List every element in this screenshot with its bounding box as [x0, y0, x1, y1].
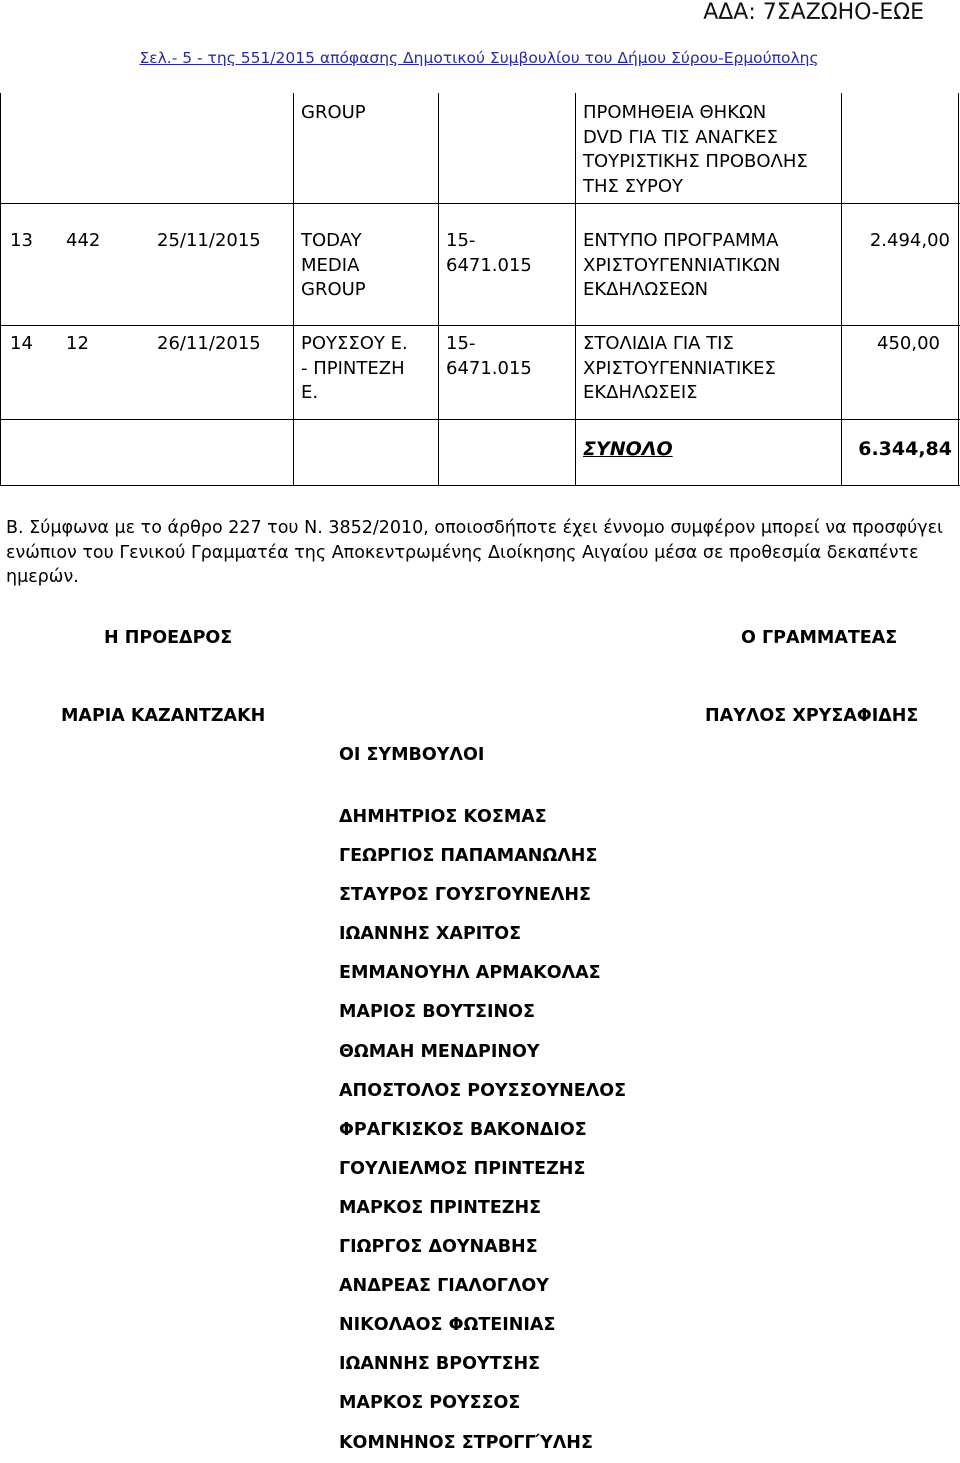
table-border-bottom	[0, 485, 960, 486]
cell-amount: 450,00	[877, 333, 940, 354]
cell-supplier: GROUP	[301, 102, 366, 123]
members-title: ΟΙ ΣΥΜΒΟΥΛΟΙ	[339, 745, 485, 765]
total-label: ΣΥΝΟΛΟ	[583, 438, 673, 460]
total-value: 6.344,84	[858, 438, 952, 460]
council-member-name: ΚΟΜΝΗΝΟΣ ΣΤΡΟΓΓΎΛΗΣ	[339, 1432, 593, 1453]
council-members-list	[339, 798, 626, 1463]
secretary-name: ΠΑΥΛΟΣ ΧΡΥΣΑΦΙΔΗΣ	[705, 706, 919, 726]
ada-code: ΑΔΑ: 7ΣΑΖΩΗΟ-ΕΩΕ	[703, 0, 924, 25]
council-member-name: ΑΠΟΣΤΟΛΟΣ ΡΟΥΣΣΟΥΝΕΛΟΣ	[339, 1080, 627, 1101]
secretary-title: Ο ΓΡΑΜΜΑΤΕΑΣ	[741, 628, 898, 648]
cell-kae: 15- 6471.015	[446, 230, 532, 276]
cell-description: ΣΤΟΛΙΔΙΑ ΓΙΑ ΤΙΣ ΧΡΙΣΤΟΥΓΕΝΝΙΑΤΙΚΕΣ ΕΚΔΗΛΩΣΕΙΣ	[583, 333, 776, 403]
cell-supplier: TODAY MEDIA GROUP	[301, 230, 366, 300]
page-subtitle: Σελ.- 5 - της 551/2015 απόφασης Δημοτικού Συμβουλίου του Δήμου Σύρου-Ερμούπολης	[139, 49, 819, 67]
table-row-divider	[0, 203, 960, 204]
council-member-name: ΑΝΔΡΕΑΣ ΓΙΑΛΟΓΛΟΥ	[339, 1276, 549, 1297]
table-col-divider	[841, 93, 842, 486]
cell-number: 13	[10, 230, 33, 251]
table-border-left	[0, 93, 1, 486]
council-member-name: ΙΩΑΝΝΗΣ ΒΡΟΥΤΣΗΣ	[339, 1354, 541, 1375]
council-member-name: ΜΑΡΙΟΣ ΒΟΥΤΣΙΝΟΣ	[339, 1002, 535, 1023]
council-member-name: ΝΙΚΟΛΑΟΣ ΦΩΤΕΙΝΙΑΣ	[339, 1315, 556, 1336]
council-member-name: ΙΩΑΝΝΗΣ ΧΑΡΙΤΟΣ	[339, 924, 522, 945]
council-member-name: ΣΤΑΥΡΟΣ ΓΟΥΣΓΟΥΝΕΛΗΣ	[339, 885, 591, 906]
cell-number: 14	[10, 333, 33, 354]
cell-description: ΠΡΟΜΗΘΕΙΑ ΘΗΚΩΝ DVD ΓΙΑ ΤΙΣ ΑΝΑΓΚΕΣ ΤΟΥΡΙΣΤΙΚΗΣ ΠΡΟΒΟΛΗΣ ΤΗΣ ΣΥΡΟΥ	[583, 102, 808, 197]
cell-description: ΕΝΤΥΠΟ ΠΡΟΓΡΑΜΜΑ ΧΡΙΣΤΟΥΓΕΝΝΙΑΤΙΚΩΝ ΕΚΔΗΛΩΣΕΩΝ	[583, 230, 781, 300]
table-col-divider	[293, 93, 294, 486]
appeal-paragraph: Β. Σύμφωνα με το άρθρο 227 του Ν. 3852/2010, οποιοσδήποτε έχει έννομο συμφέρον μπορεί να προσφύγει ενώπιον του Γενικού Γραμματέα της Αποκεντρωμένης Διοίκησης Αιγαίου μέσα σε προθεσμία δεκαπέντε ημερών.	[6, 518, 943, 587]
cell-supplier: ΡΟΥΣΣΟΥ Ε. - ΠΡΙΝΤΕΖΗ Ε.	[301, 333, 408, 403]
table-row-divider	[0, 419, 960, 420]
table-col-divider	[438, 93, 439, 486]
council-member-name: ΘΩΜΑΗ ΜΕΝΔΡΙΝΟΥ	[339, 1041, 540, 1062]
council-member-name: ΜΑΡΚΟΣ ΡΟΥΣΣΟΣ	[339, 1393, 521, 1414]
cell-amount: 2.494,00	[869, 230, 950, 251]
council-member-name: ΔΗΜΗΤΡΙΟΣ ΚΟΣΜΑΣ	[339, 807, 547, 827]
table-col-divider	[575, 93, 576, 486]
council-member-name: ΓΕΩΡΓΙΟΣ ΠΑΠΑΜΑΝΩΛΗΣ	[339, 846, 598, 867]
council-member-name: ΓΟΥΛΙΕΛΜΟΣ ΠΡΙΝΤΕΖΗΣ	[339, 1158, 586, 1179]
cell-code: 12	[66, 333, 89, 354]
expenses-table	[0, 93, 960, 486]
cell-kae: 15- 6471.015	[446, 333, 532, 379]
president-name: ΜΑΡΙΑ ΚΑΖΑΝΤΖΑΚΗ	[61, 706, 266, 726]
council-member-name: ΕΜΜΑΝΟΥΗΛ ΑΡΜΑΚΟΛΑΣ	[339, 963, 601, 984]
president-title: Η ΠΡΟΕΔΡΟΣ	[104, 628, 233, 648]
council-member-name: ΦΡΑΓΚΙΣΚΟΣ ΒΑΚΟΝΔΙΟΣ	[339, 1119, 587, 1140]
cell-code: 442	[66, 230, 101, 251]
cell-date: 25/11/2015	[157, 230, 261, 251]
council-member-name: ΜΑΡΚΟΣ ΠΡΙΝΤΕΖΗΣ	[339, 1197, 542, 1218]
table-row-divider	[0, 325, 960, 326]
table-border-right	[958, 93, 959, 486]
cell-date: 26/11/2015	[157, 333, 261, 354]
council-member-name: ΓΙΩΡΓΟΣ ΔΟΥΝΑΒΗΣ	[339, 1237, 538, 1258]
